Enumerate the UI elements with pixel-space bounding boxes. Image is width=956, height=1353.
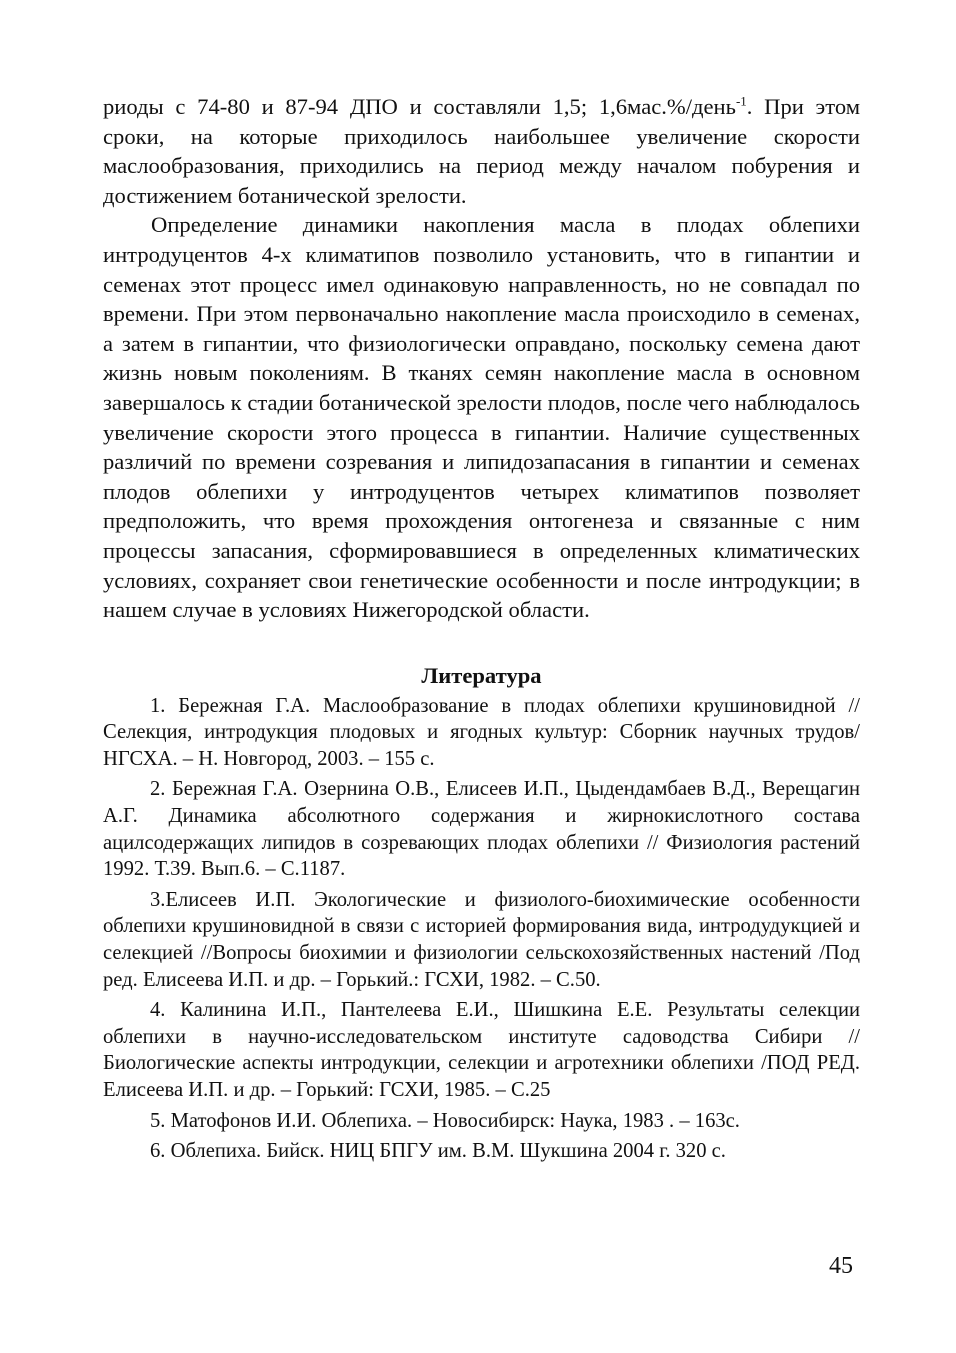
reference-item: 1. Бережная Г.А. Маслообразование в плодах облепихи крушиновидной //Селекция, интродукция плодовых и ягодных культур: Сборник научных трудов/ НГСХА. – Н. Новгород, 2003. – 155 с. (103, 694, 860, 770)
body-paragraph-2: Определение динамики накопления масла в плодах облепихи интродуцентов 4-х климатипов позволило установить, что в гипантии и семенах этот процесс имел одинаковую направленность, но не совпадал по времени. При этом первоначально накопление масла происходило в семенах, а затем в гипантии, что физиологически оправдано, поскольку семена дают жизнь новым поколениям. В тканях семян накопление масла в основном завершалось к стадии ботанической зрелости плодов, после чего наблюдалось увеличение скорости этого процесса в гипантии. Наличие существенных различий по времени созревания и липидозапасания в гипантии и семенах плодов облепихи у интродуцентов четырех климатипов позволяет предположить, что время прохождения онтогенеза и связанные с ним процессы запасания, сформировавшиеся в определенных климатических условиях, сохраняет свои генетические особенности и после интродукции; в нашем случае в условиях Нижегородской области. (103, 212, 860, 623)
reference-item: 5. Матофонов И.И. Облепиха. – Новосибирск: Наука, 1983 . – 163с. (150, 1109, 740, 1132)
reference-item: 6. Облепиха. Бийск. НИЦ БПГУ им. В.М. Шукшина 2004 г. 320 с. (150, 1140, 726, 1163)
page-content (103, 92, 860, 1169)
paragraph-1-superscript: -1 (735, 93, 747, 109)
paragraph-1-text-start: риоды с 74-80 и 87-94 ДПО и составляли 1,5; 1,6мас.%/день (103, 94, 736, 119)
references-heading: Литература (421, 662, 542, 688)
body-paragraph-1 (103, 92, 860, 210)
reference-item: 4. Калинина И.П., Пантелеева Е.И., Шишкина Е.Е. Результаты селекции облепихи в научно-исследовательском институте садоводства Сибири //Биологические аспекты интродукции, селекции и агротехники облепихи /ПОД РЕД. Елисеева И.П. и др. – Горький: ГСХИ, 1985. – С.25 (103, 999, 860, 1101)
reference-item: 2. Бережная Г.А. Озернина О.В., Елисеев И.П., Цыдендамбаев В.Д., Верещагин А.Г. Динамика абсолютного содержания и жирнокислотного состава ацилсодержащих липидов в созревающих плодах облепихи // Физиология растений 1992. Т.39. Вып.6. – С.1187. (103, 778, 860, 881)
paragraph-1-text-end: . При этом сроки, на которые приходилось наибольшее увеличение скорости маслообразования, приходились на период между началом побурения и достижением ботанической зрелости. (103, 94, 860, 208)
page-number: 45 (829, 1253, 853, 1279)
references-list (103, 693, 860, 1165)
reference-item: 3.Елисеев И.П. Экологические и физиолого-биохимические особенности облепихи крушиновидной в связи с историей формирования вида, интродудукцией и селекцией //Вопросы биохимии и физиологии сельскохозяйственных настений /Под ред. Елисеева И.П. и др. – Горький.: ГСХИ, 1982. – С.50. (103, 888, 860, 991)
